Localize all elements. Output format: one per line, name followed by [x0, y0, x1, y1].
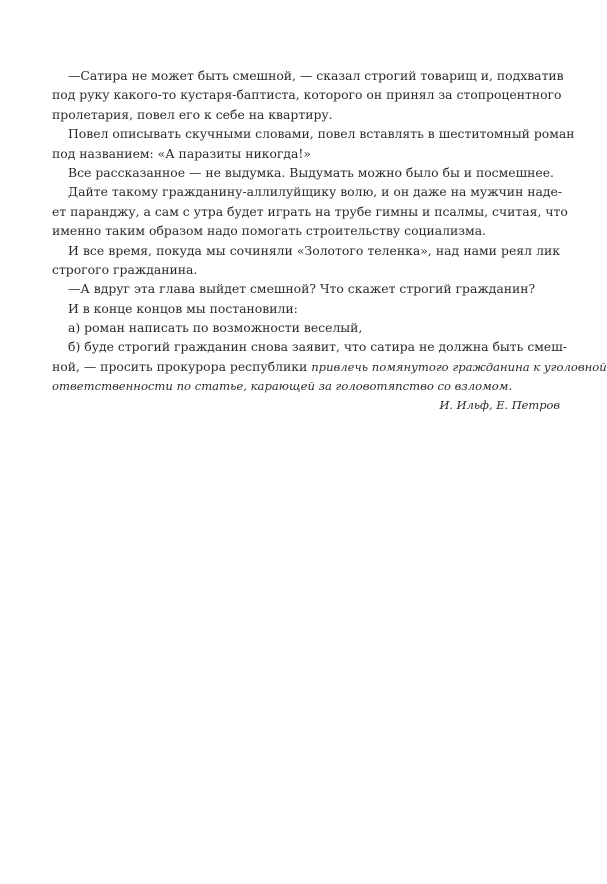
text-line: Дайте такому гражданину-аллилуйщику волю, и он даже на мужчин наде- [68, 184, 563, 200]
text-line [52, 357, 607, 376]
text-line: И в конце концов мы постановили: [68, 300, 298, 316]
text-line: И все время, покуда мы сочиняли «Золотого теленка», над нами реял лик [68, 242, 560, 258]
text-line: Все рассказанное — не выдумка. Выдумать можно было бы и посмешнее. [68, 164, 554, 180]
text-italic: ответственности по статье, карающей за головотяпство со взломом [52, 379, 509, 394]
body-text [52, 66, 607, 415]
text-line: именно таким образом надо помогать строительству социализма. [52, 223, 487, 239]
text-normal: ной, — просить прокурора республики [52, 358, 312, 374]
text-line: под названием: «А паразиты никогда!» [52, 145, 311, 161]
text-line: —Сатира не может быть смешной, — сказал строгий товарищ и, подхватив [68, 68, 564, 83]
text-line: пролетария, повел его к себе на квартиру. [52, 106, 333, 122]
text-line: под руку какого-то кустаря-баптиста, которого он принял за стопроцентного [52, 87, 562, 103]
text-italic: привлечь помянутого гражданина к уголовной [311, 359, 607, 374]
text-line [52, 376, 560, 395]
text-line: Повел описывать скучными словами, повел вставлять в шеститомный роман [68, 126, 575, 142]
text-line: а) роман написать по возможности веселый, [68, 320, 363, 336]
text-line: строгого гражданина. [52, 261, 198, 277]
text-line: б) буде строгий гражданин снова заявит, что сатира не должна быть смеш- [68, 339, 567, 355]
text-line: —А вдруг эта глава выйдет смешной? Что скажет строгий гражданин? [68, 281, 536, 297]
text-line: ет паранджу, а сам с утра будет играть на трубе гимны и псалмы, считая, что [52, 203, 568, 219]
text-normal: . [508, 378, 513, 394]
author-signature: И. Ильф, Е. Петров [439, 397, 560, 412]
